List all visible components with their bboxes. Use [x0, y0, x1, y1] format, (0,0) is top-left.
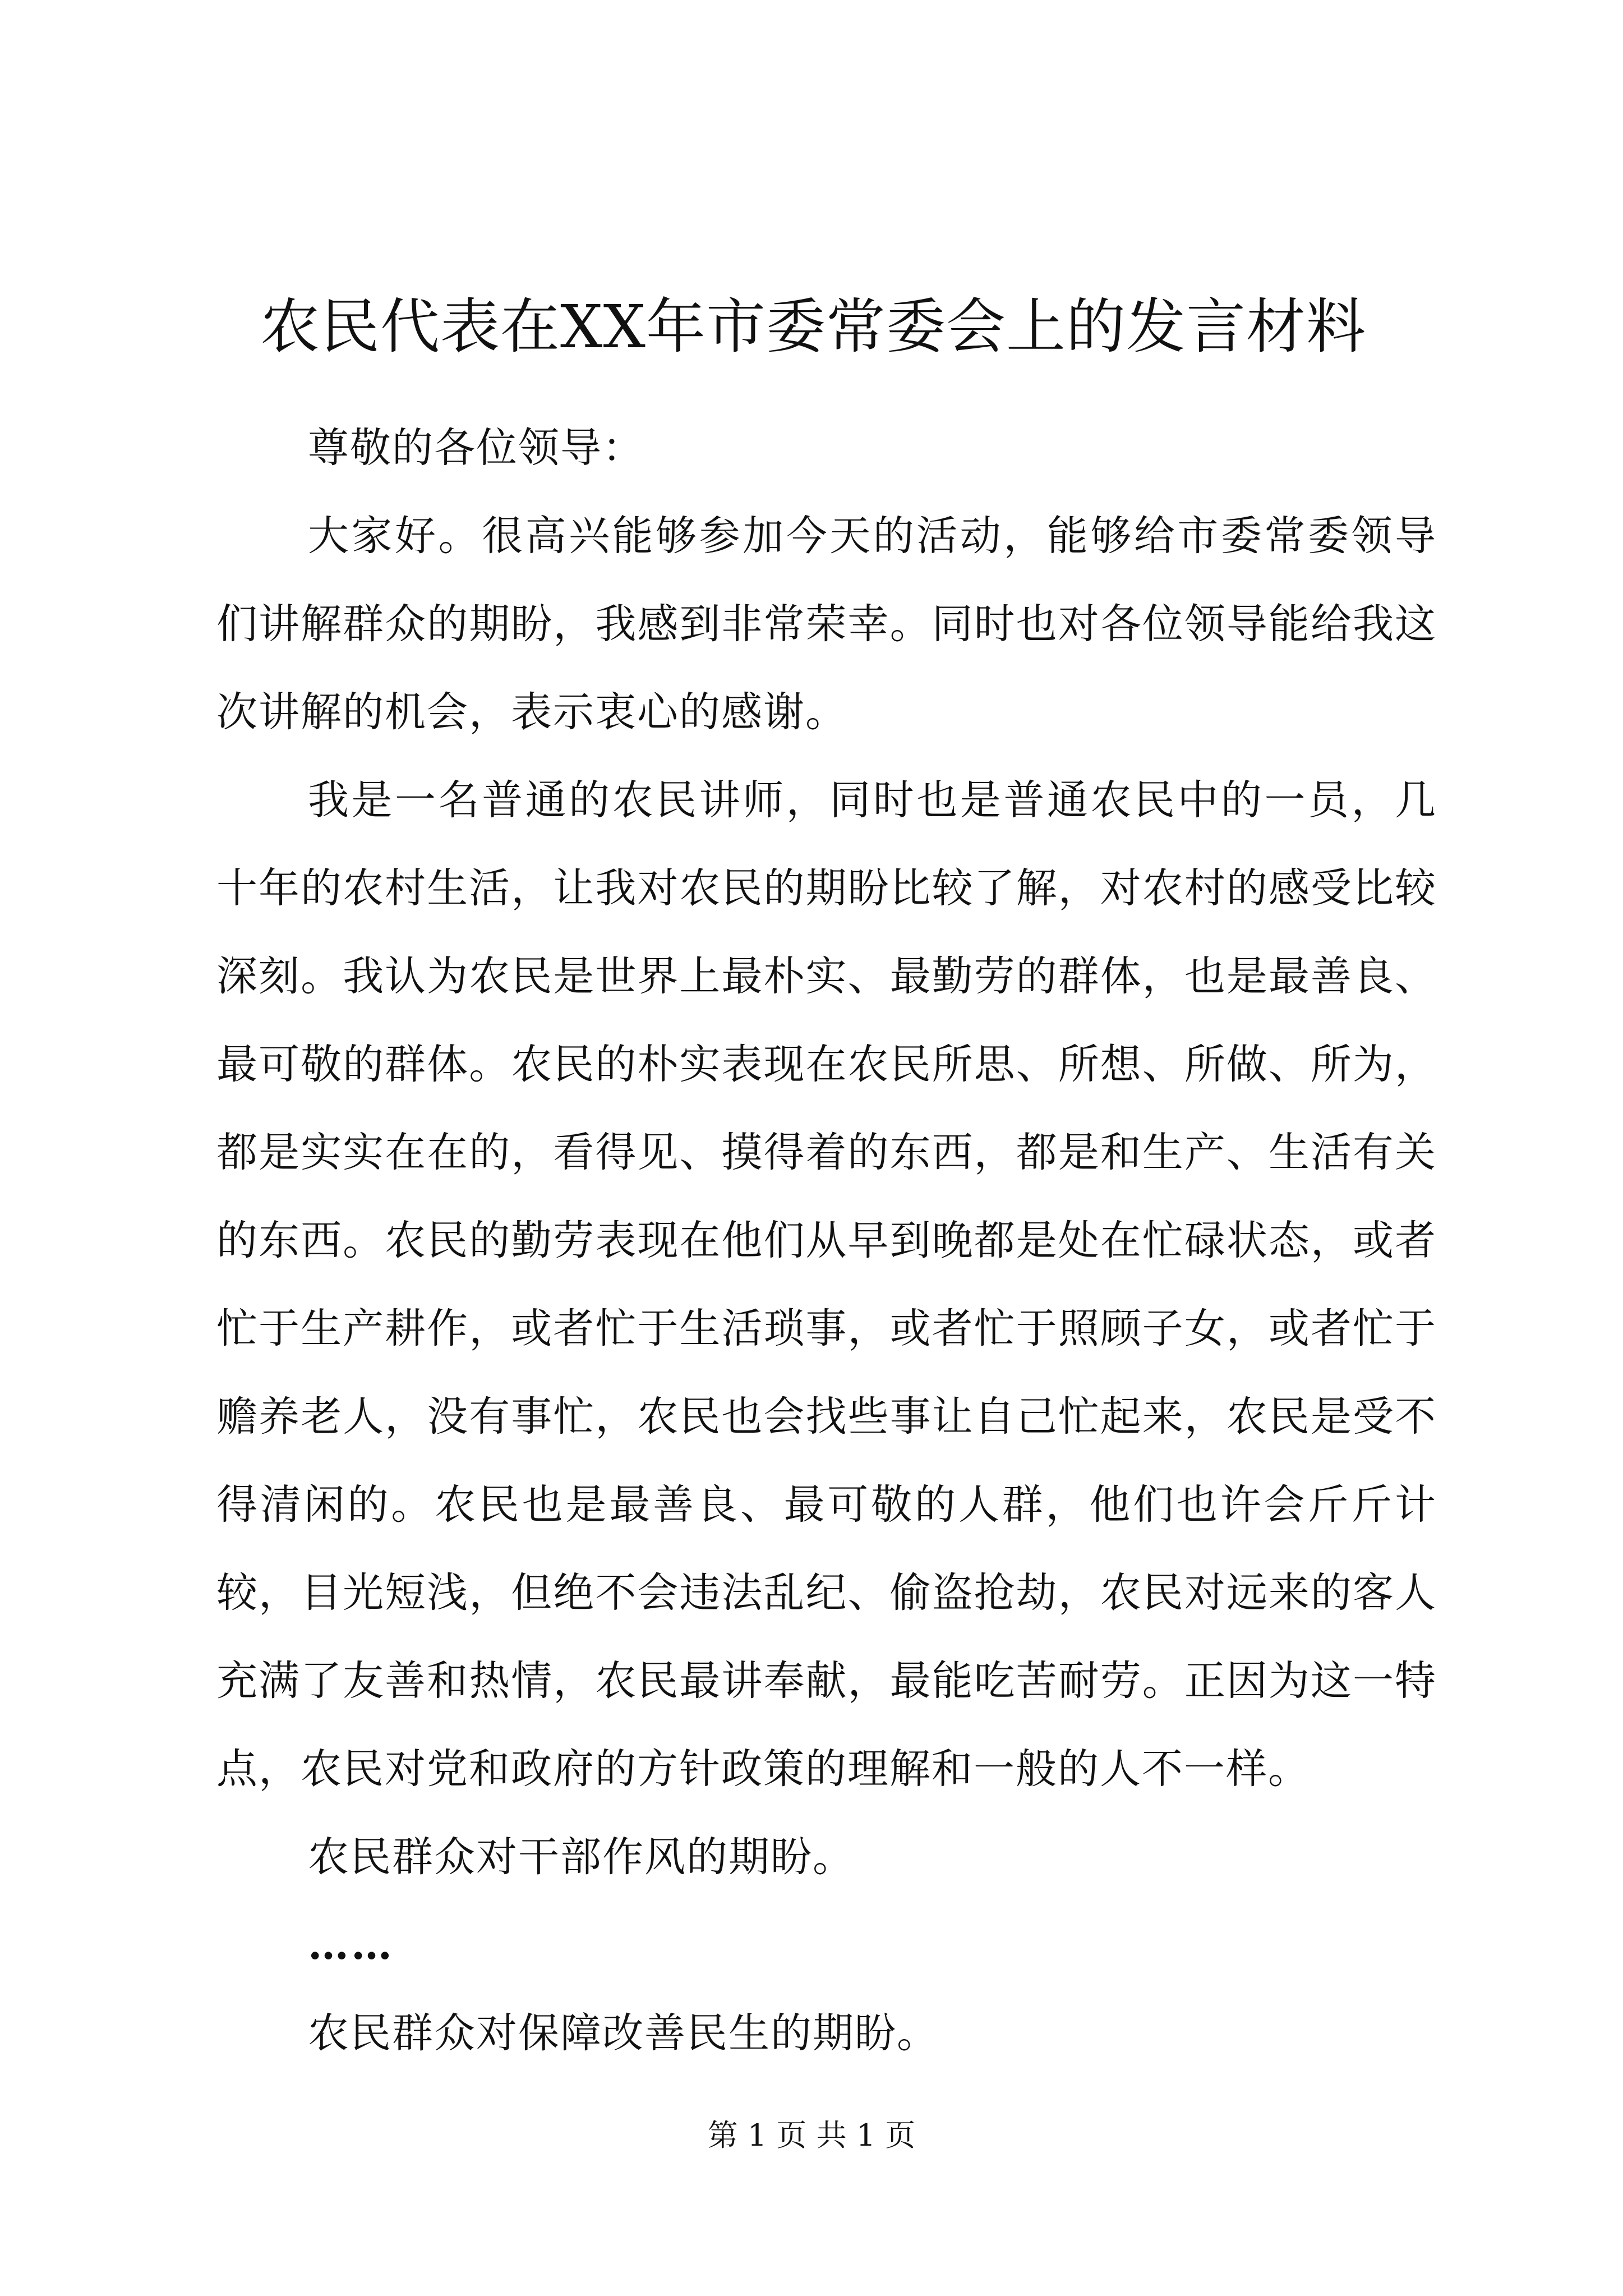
- page-footer: 第 1 页 共 1 页: [707, 2118, 916, 2153]
- ellipsis: ……: [308, 1921, 394, 1969]
- section-heading-cadre-style: 农民群众对干部作风的期盼。: [308, 1833, 855, 1881]
- document-body: [216, 404, 1437, 2077]
- paragraph-greeting: 大家好。很高兴能够参加今天的活动，能够给市委常委领导们讲解群众的期盼，我感到非常荣幸。同时也对各位领导能给我这次讲解的机会，表示衷心的感谢。: [216, 512, 1437, 736]
- paragraph-farmers: 我是一名普通的农民讲师，同时也是普通农民中的一员，几十年的农村生活，让我对农民的期盼比较了解，对农村的感受比较深刻。我认为农民是世界上最朴实、最勤劳的群体，也是最善良、最可敬的群体。农民的朴实表现在农民所思、所想、所做、所为，都是实实在在的，看得见、摸得着的东西，都是和生产、生活有关的东西。农民的勤劳表现在他们从早到晚都是处在忙碌状态，或者忙于生产耕作，或者忙于生活琐事，或者忙于照顾子女，或者忙于赡养老人，没有事忙，农民也会找些事让自己忙起来，农民是受不得清闲的。农民也是最善良、最可敬的人群，他们也许会斤斤计较，目光短浅，但绝不会违法乱纪、偷盗抢劫，农民对远来的客人充满了友善和热情，农民最讲奉献，最能吃苦耐劳。正因为这一特点，农民对党和政府的方针政策的理解和一般的人不一样。: [216, 776, 1437, 1793]
- salutation: 尊敬的各位领导：: [308, 424, 644, 472]
- section-heading-livelihood: 农民群众对保障改善民生的期盼。: [308, 2009, 939, 2057]
- document-title: 农民代表在XX年市委常委会上的发言材料: [260, 292, 1366, 361]
